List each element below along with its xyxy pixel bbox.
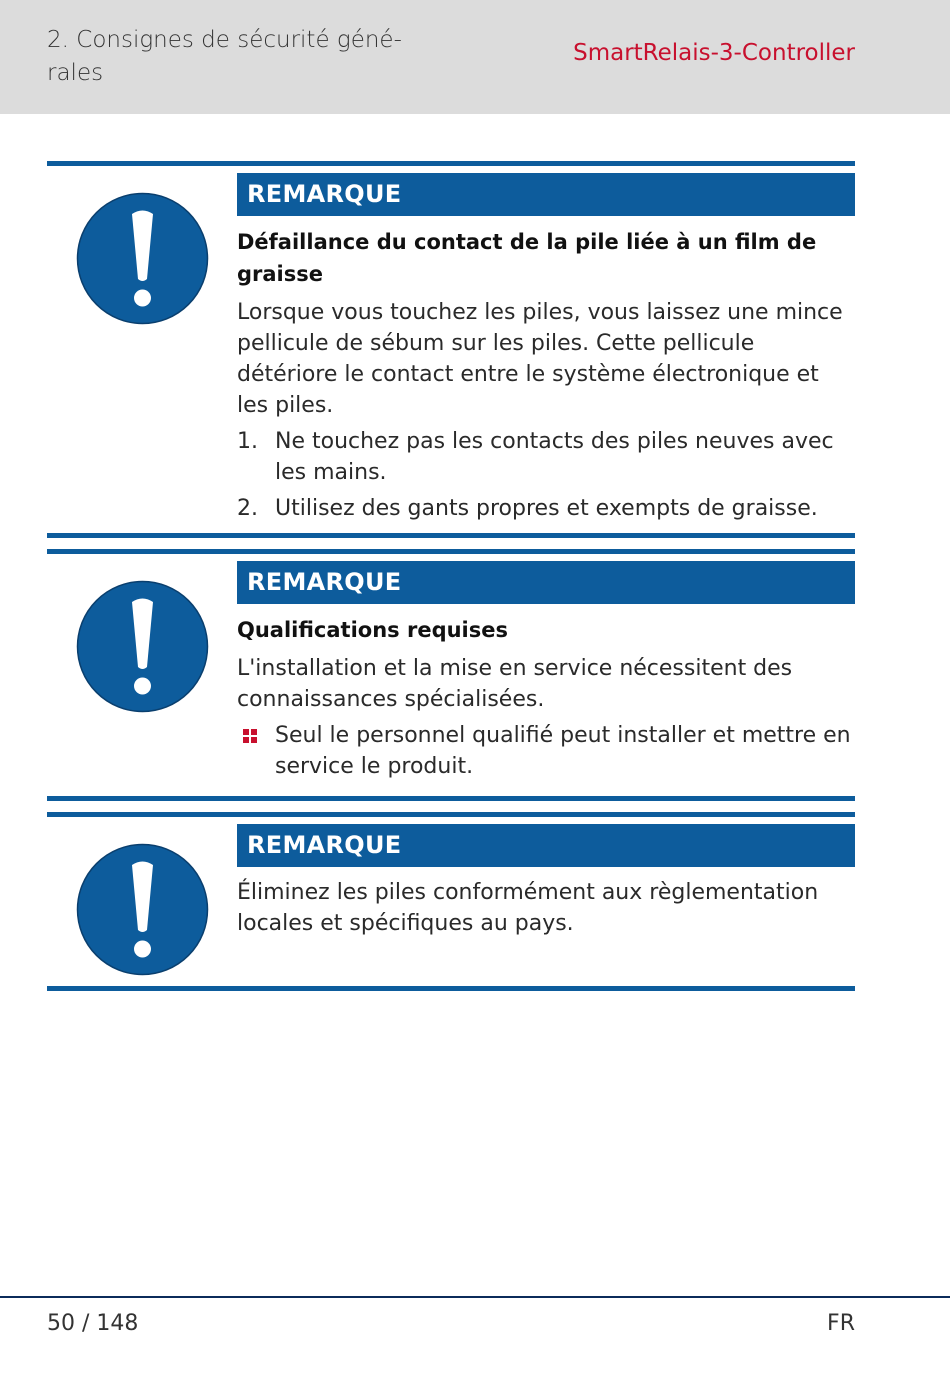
- step-number: 1.: [237, 429, 258, 454]
- notice-bottom-rule: [47, 986, 855, 991]
- section-title: 2. Consignes de sécurité géné- rales: [47, 27, 402, 86]
- bullet-text: Seul le personnel qualifié peut installer et mettre en service le produit.: [275, 723, 851, 779]
- notice-content: [237, 561, 855, 782]
- bullet-item: [237, 720, 855, 782]
- footer-rule: [0, 1296, 950, 1298]
- language-code: FR: [827, 1311, 855, 1336]
- step-number: 2.: [237, 496, 258, 521]
- page-header: [0, 0, 950, 114]
- notice-title: Qualifications requises: [237, 618, 509, 642]
- notice-battery-contact: [47, 161, 855, 541]
- exclamation-icon: [76, 580, 209, 713]
- exclamation-icon: [76, 192, 209, 325]
- product-name: SmartRelais-3-Controller: [573, 40, 855, 66]
- step-text: Ne touchez pas les contacts des piles neuves avec les mains.: [275, 429, 834, 485]
- step-item: [237, 426, 855, 488]
- step-text: Utilisez des gants propres et exempts de graisse.: [275, 496, 818, 521]
- step-item: [237, 493, 855, 524]
- notice-text: Lorsque vous touchez les piles, vous laissez une mince pellicule de sébum sur les piles. Cette pellicule détériore le contact entre le système électronique et les piles.: [237, 300, 843, 418]
- notice-qualifications: [47, 549, 855, 804]
- exclamation-icon: [76, 843, 209, 976]
- page-number: 50 / 148: [47, 1311, 139, 1336]
- notice-battery-disposal: [47, 812, 855, 992]
- notice-text: Éliminez les piles conformément aux règlementation locales et spécifiques au pays.: [237, 880, 819, 936]
- notice-content: [237, 173, 855, 524]
- notice-top-rule: [47, 812, 855, 817]
- notice-bottom-rule: [47, 533, 855, 538]
- notice-label: REMARQUE: [237, 824, 855, 867]
- notice-bottom-rule: [47, 796, 855, 801]
- notice-label: REMARQUE: [237, 173, 855, 216]
- notice-top-rule: [47, 161, 855, 166]
- bullet-icon: [243, 729, 257, 743]
- notice-title: Défaillance du contact de la pile liée à un film de graisse: [237, 230, 817, 286]
- notice-content: [237, 824, 855, 939]
- notice-label: REMARQUE: [237, 561, 855, 604]
- notice-text: L'installation et la mise en service nécessitent des connaissances spécialisées.: [237, 656, 793, 712]
- notice-top-rule: [47, 549, 855, 554]
